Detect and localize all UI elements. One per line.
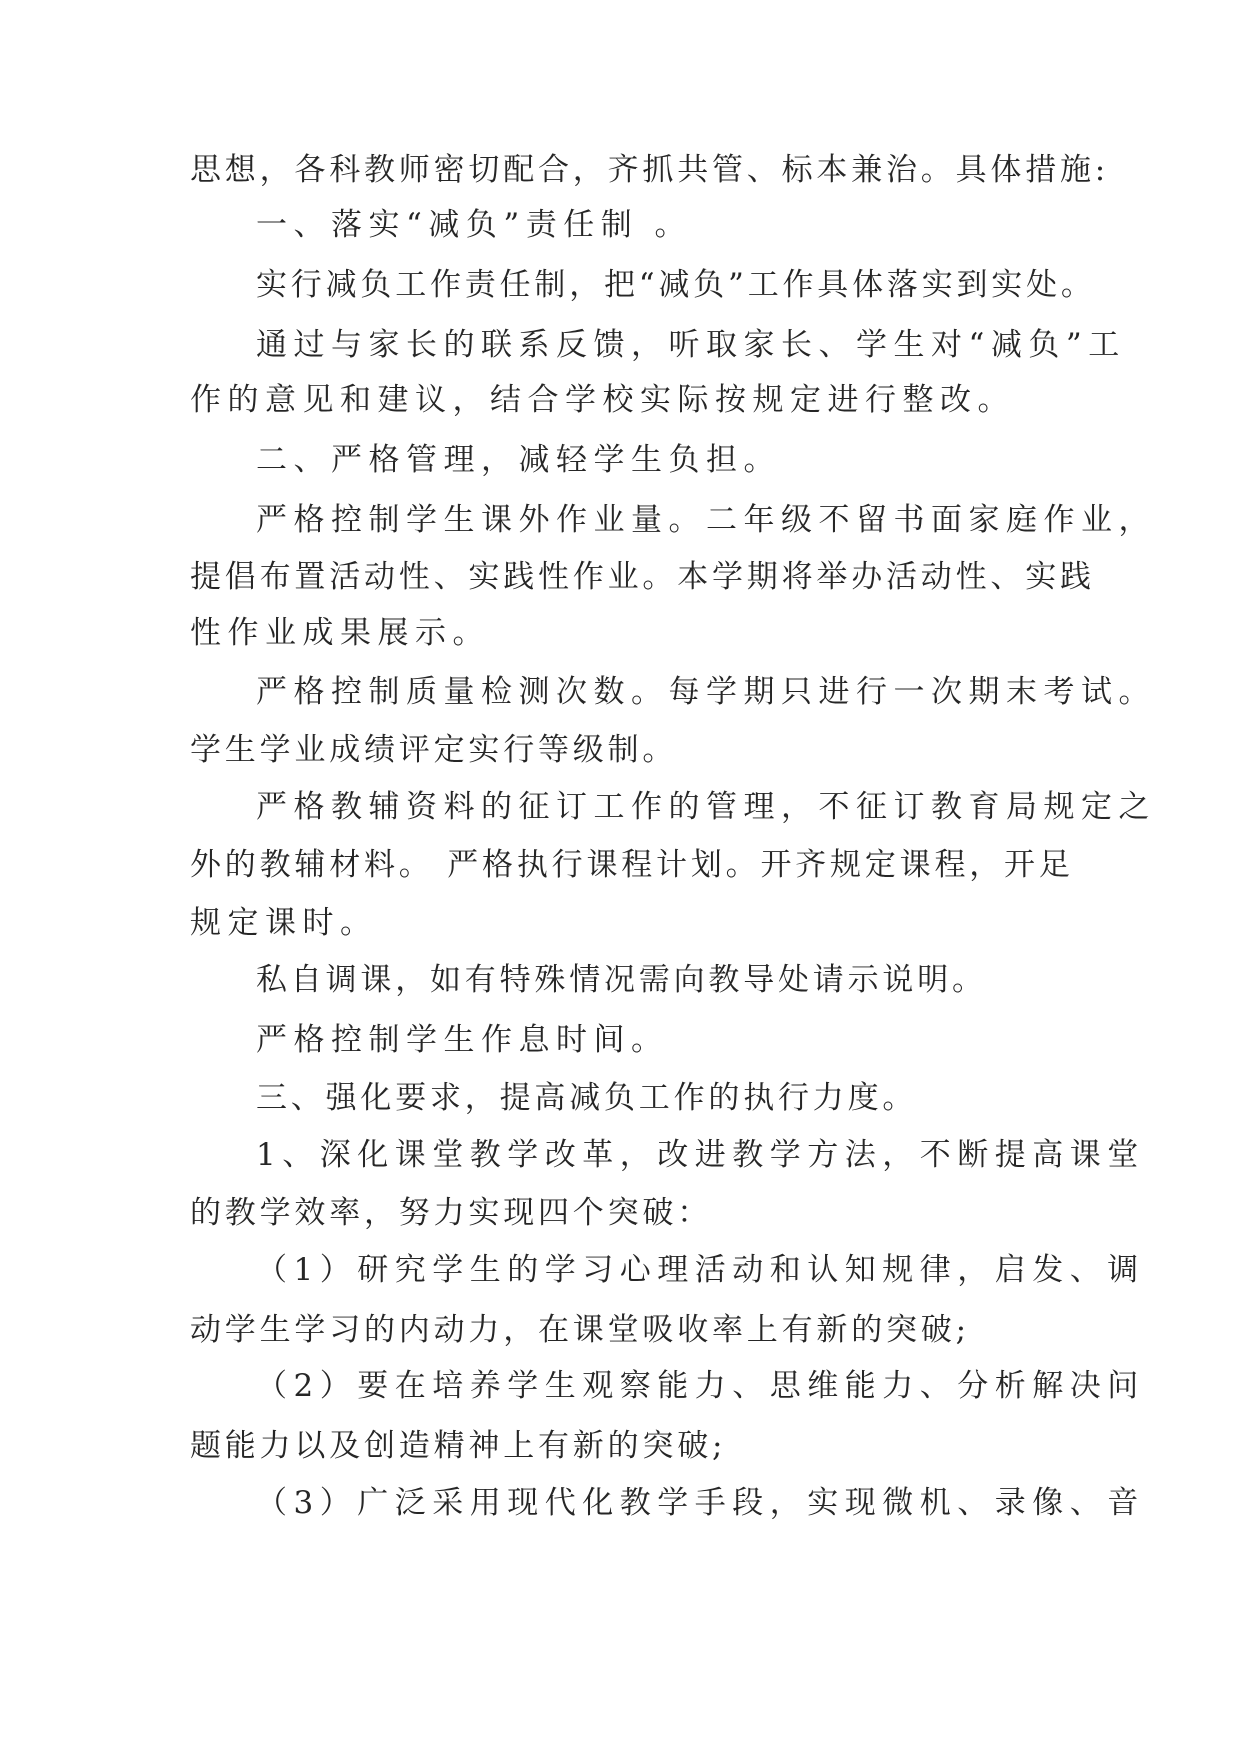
text-line: 思想，各科教师密切配合，齐抓共管、标本兼治。具体措施: (190, 152, 1110, 188)
text-line: 严格控制质量检测次数。每学期只进行一次期末考试。 (256, 674, 1156, 710)
text-line: 作的意见和建议，结合学校实际按规定进行整改。 (190, 382, 1015, 418)
text-line: 严格控制学生课外作业量。二年级不留书面家庭作业， (256, 502, 1156, 538)
text-line: 的教学效率，努力实现四个突破： (190, 1195, 712, 1231)
list-item: （1）研究学生的学习心理活动和认知规律，启发、调 (256, 1252, 1145, 1288)
text-line: 性作业成果展示。 (190, 615, 490, 651)
list-item: （2）要在培养学生观察能力、思维能力、分析解决问 (256, 1368, 1145, 1404)
list-item: （3）广泛采用现代化教学手段，实现微机、录像、音 (256, 1485, 1145, 1521)
text-line: 提倡布置活动性、实践性作业。本学期将举办活动性、实践 (190, 559, 1095, 595)
text-line: 动学生学习的内动力，在课堂吸收率上有新的突破; (190, 1312, 970, 1348)
text-line: 规定课时。 (190, 905, 378, 941)
section-heading: 三、强化要求，提高减负工作的执行力度。 (256, 1080, 918, 1116)
text-line: 实行减负工作责任制，把“减负”工作具体落实到实处。 (256, 267, 1096, 303)
text-line: 题能力以及创造精神上有新的突破; (190, 1428, 727, 1464)
text-line: 严格教辅资料的征订工作的管理，不征订教育局规定之 (256, 789, 1156, 825)
text-line: 学生学业成绩评定实行等级制。 (190, 732, 678, 768)
text-line: 1、深化课堂教学改革，改进教学方法，不断提高课堂 (256, 1137, 1145, 1173)
section-heading: 二、严格管理，减轻学生负担。 (256, 442, 781, 478)
section-heading: 一、落实“减负”责任制 。 (256, 207, 693, 243)
text-line: 私自调课，如有特殊情况需向教导处请示说明。 (256, 962, 987, 998)
text-line: 外的教辅材料。 严格执行课程计划。开齐规定课程，开足 (190, 847, 1074, 883)
text-line: 通过与家长的联系反馈，听取家长、学生对“减负”工 (256, 327, 1126, 363)
text-line: 严格控制学生作息时间。 (256, 1022, 669, 1058)
